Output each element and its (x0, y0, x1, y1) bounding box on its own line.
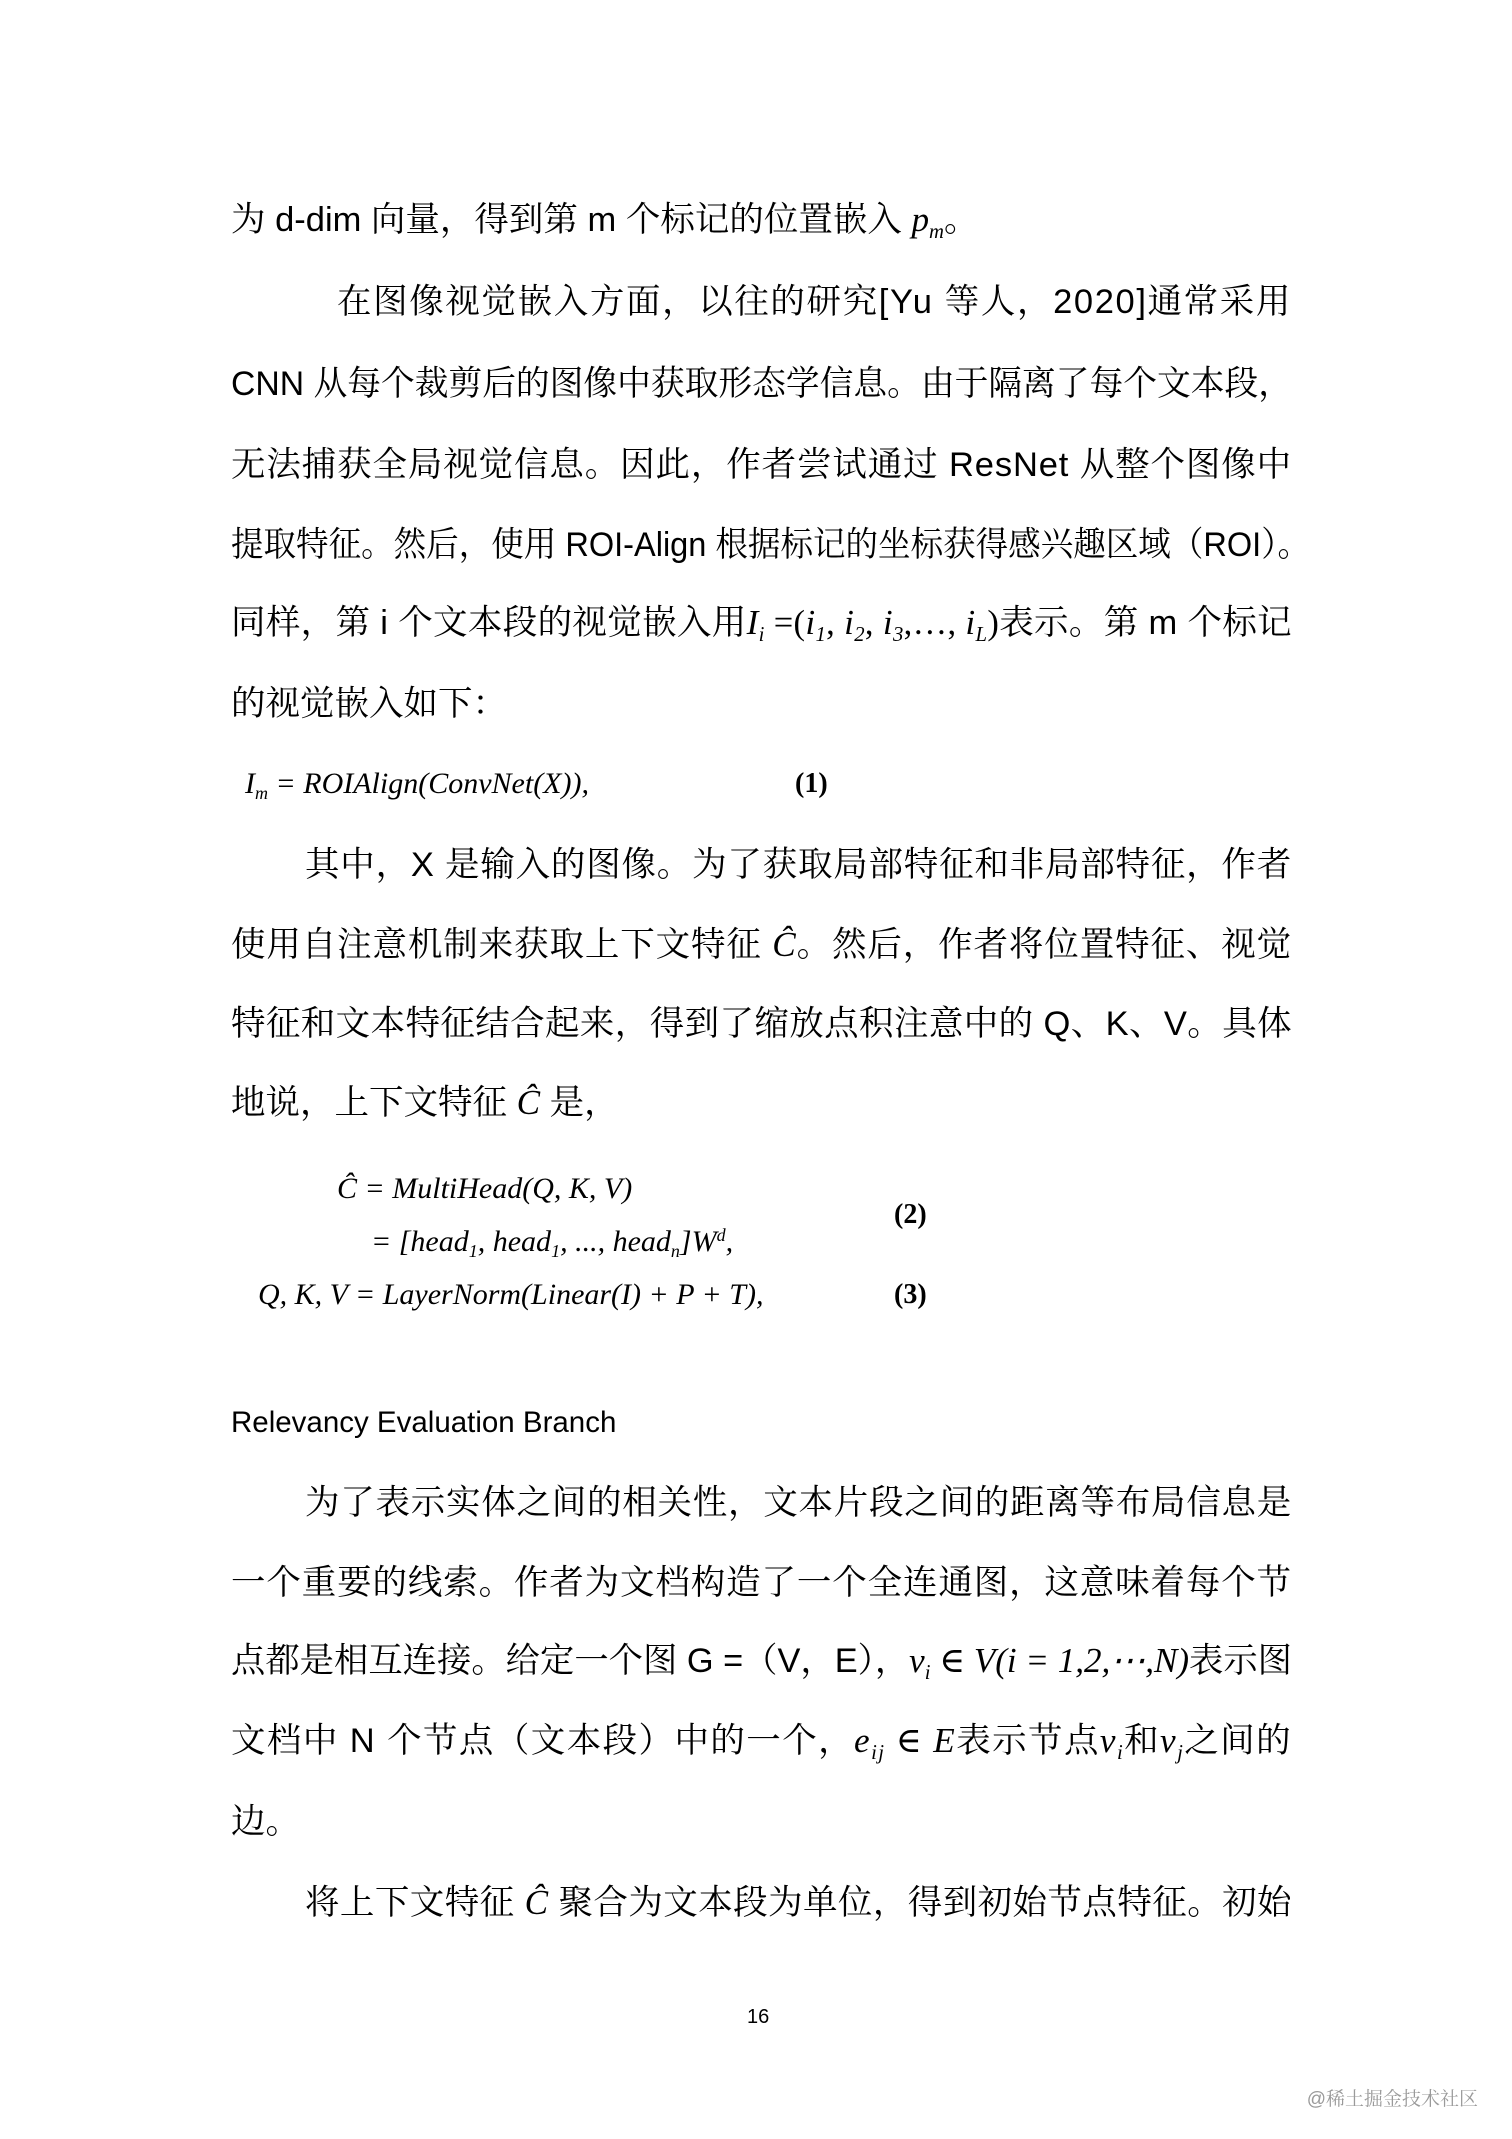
paragraph-line (231, 425, 1292, 505)
paragraph-line (231, 1543, 1292, 1623)
math-subscript: m (255, 783, 268, 804)
line-text: 边。 (231, 1803, 300, 1841)
line-text: 地说，上下文特征 (231, 1084, 517, 1122)
math-subscript: 1 (551, 1241, 561, 1262)
line-text: 文档中 N 个节点（文本段）中的一个， (231, 1722, 855, 1760)
math-variable: Ĉ (516, 1083, 541, 1122)
line-content (231, 583, 1292, 668)
math-subscript: 2 (854, 624, 865, 647)
line-content (305, 1863, 1292, 1943)
line-content (231, 180, 978, 265)
line-content (231, 344, 1292, 424)
line-content (231, 984, 1292, 1064)
line-text: 为了表示实体之间的相关性，文本片段之间的距离等布局信息是 (305, 1484, 1292, 1522)
paragraph-line (231, 664, 1292, 744)
line-text: 点都是相互连接。给定一个图 G =（V，E）， (231, 1642, 910, 1680)
math-variable: I (245, 767, 255, 800)
equation-2-line-1 (337, 1164, 632, 1214)
line-text: 聚合为文本段为单位，得到初始节点特征。初始 (548, 1884, 1292, 1922)
math-subscript: 1 (468, 1241, 478, 1262)
math-variable: v (1099, 1721, 1117, 1760)
math-variable: i (882, 603, 893, 642)
math-variable: Ĉ (524, 1883, 549, 1922)
math-variable: v (909, 1641, 925, 1680)
math-variable: Ĉ (772, 925, 797, 964)
math-subscript: i (1116, 1742, 1125, 1765)
line-content (231, 1621, 1292, 1706)
math-superscript: d (716, 1225, 726, 1246)
line-text: 。然后，作者将位置特征、视觉 (796, 926, 1292, 964)
equation-part: , (725, 1225, 734, 1258)
equation-lhs: Q, K, V (258, 1278, 348, 1311)
equation-part: , head (477, 1225, 552, 1258)
equation-number: (2) (894, 1199, 927, 1230)
line-content (305, 825, 1292, 905)
line-content (231, 425, 1292, 505)
line-content (231, 1063, 619, 1143)
watermark: @稀土掘金技术社区 (1306, 2089, 1478, 2110)
math-subscript: j (1177, 1742, 1185, 1765)
paragraph-line (231, 180, 1292, 260)
line-text: 在图像视觉嵌入方面，以往的研究[Yu 等人，2020]通常采用 (337, 283, 1292, 321)
paragraph-line (231, 1063, 1292, 1143)
line-text: 表示。第 m 个标记 (999, 604, 1293, 642)
line-text: 表示节点 (956, 1722, 1100, 1760)
line-text: 将上下文特征 (305, 1884, 525, 1922)
equation-rhs: = ROIAlign(ConvNet(X)), (268, 767, 589, 800)
equation-part: = [head (371, 1225, 469, 1258)
math-paren: ) (987, 604, 1000, 642)
line-text: 一个重要的线索。作者为文档构造了一个全连通图，这意味着每个节 (231, 1564, 1292, 1602)
equation-3 (258, 1270, 763, 1320)
line-text: 之间的 (1184, 1722, 1292, 1760)
equation-number: (3) (894, 1279, 927, 1310)
paragraph-line (231, 1782, 1292, 1862)
math-paren: ( (793, 604, 806, 642)
line-text: 是， (540, 1084, 619, 1122)
line-text: 同样，第 i 个文本段的视觉嵌入用 (231, 604, 747, 642)
paragraph-line (231, 344, 1292, 424)
paragraph-line (305, 825, 1292, 905)
line-content (231, 1543, 1292, 1623)
line-text: 特征和文本特征结合起来，得到了缩放点积注意中的 Q、K、V。具体 (231, 1005, 1292, 1043)
line-content (337, 262, 1292, 342)
equation-2-line-2 (371, 1217, 733, 1267)
line-content (231, 905, 1292, 985)
paragraph-line (231, 505, 1310, 585)
line-text: CNN 从每个裁剪后的图像中获取形态学信息。由于隔离了每个文本段， (231, 365, 1292, 403)
math-separator: ,…, (903, 604, 966, 642)
math-variable: p (911, 200, 930, 239)
line-text: 提取特征。然后，使用 ROI-Align 根据标记的坐标获得感兴趣区域（ROI）。 (231, 526, 1310, 564)
line-text: 其中，X 是输入的图像。为了获取局部特征和非局部特征，作者 (305, 846, 1292, 884)
math-subscript: ij (871, 1742, 886, 1765)
math-expression: ∈ V(i = 1,2,⋯,N) (930, 1641, 1189, 1680)
math-variable: i (965, 603, 976, 642)
line-text: 和 (1124, 1722, 1161, 1760)
math-subscript: L (975, 624, 988, 647)
paragraph-line (231, 1701, 1292, 1781)
line-content (231, 1701, 1292, 1786)
math-variable: e (854, 1721, 872, 1760)
equation-1 (245, 759, 589, 809)
paragraph-line (231, 984, 1292, 1064)
section-heading: Relevancy Evaluation Branch (231, 1406, 617, 1439)
math-variable: i (805, 603, 816, 642)
line-text: 使用自注意机制来获取上下文特征 (231, 926, 773, 964)
math-subscript: i (924, 1662, 931, 1685)
paragraph-line (231, 905, 1292, 985)
math-expression: ∈ E (885, 1721, 957, 1760)
math-variable: Ĉ (337, 1172, 358, 1205)
line-text: 无法捕获全局视觉信息。因此，作者尝试通过 ResNet 从整个图像中 (231, 446, 1292, 484)
line-content (231, 1782, 300, 1862)
math-separator: , (864, 604, 883, 642)
paragraph-line (231, 583, 1292, 663)
equation-part: , ..., head (560, 1225, 671, 1258)
math-subscript: n (670, 1241, 680, 1262)
paragraph-line (305, 1463, 1292, 1543)
math-separator: , (826, 604, 845, 642)
line-content (231, 664, 507, 744)
line-text: 。 (943, 201, 979, 239)
equation-rhs: = LayerNorm(Linear(I) + P + T), (347, 1278, 764, 1311)
paragraph-line (337, 262, 1292, 342)
math-subscript: m (929, 221, 944, 244)
line-text: 表示图 (1188, 1642, 1292, 1680)
equation-part: ]W (679, 1225, 717, 1258)
equation-rhs: = MultiHead(Q, K, V) (357, 1172, 633, 1205)
math-subscript: 1 (815, 624, 827, 647)
paragraph-line (305, 1863, 1292, 1943)
line-content (305, 1463, 1292, 1543)
page-number: 16 (747, 2006, 770, 2028)
line-content (231, 505, 1310, 585)
math-subscript: 3 (892, 624, 904, 647)
equation-number: (1) (795, 768, 828, 799)
math-variable: I (746, 603, 759, 642)
math-variable: i (844, 603, 855, 642)
math-subscript: i (758, 624, 765, 647)
line-text: 的视觉嵌入如下： (231, 685, 507, 723)
math-variable: v (1160, 1721, 1178, 1760)
math-operator: = (764, 604, 794, 642)
line-text: 为 d-dim 向量，得到第 m 个标记的位置嵌入 (231, 201, 912, 239)
paragraph-line (231, 1621, 1292, 1701)
